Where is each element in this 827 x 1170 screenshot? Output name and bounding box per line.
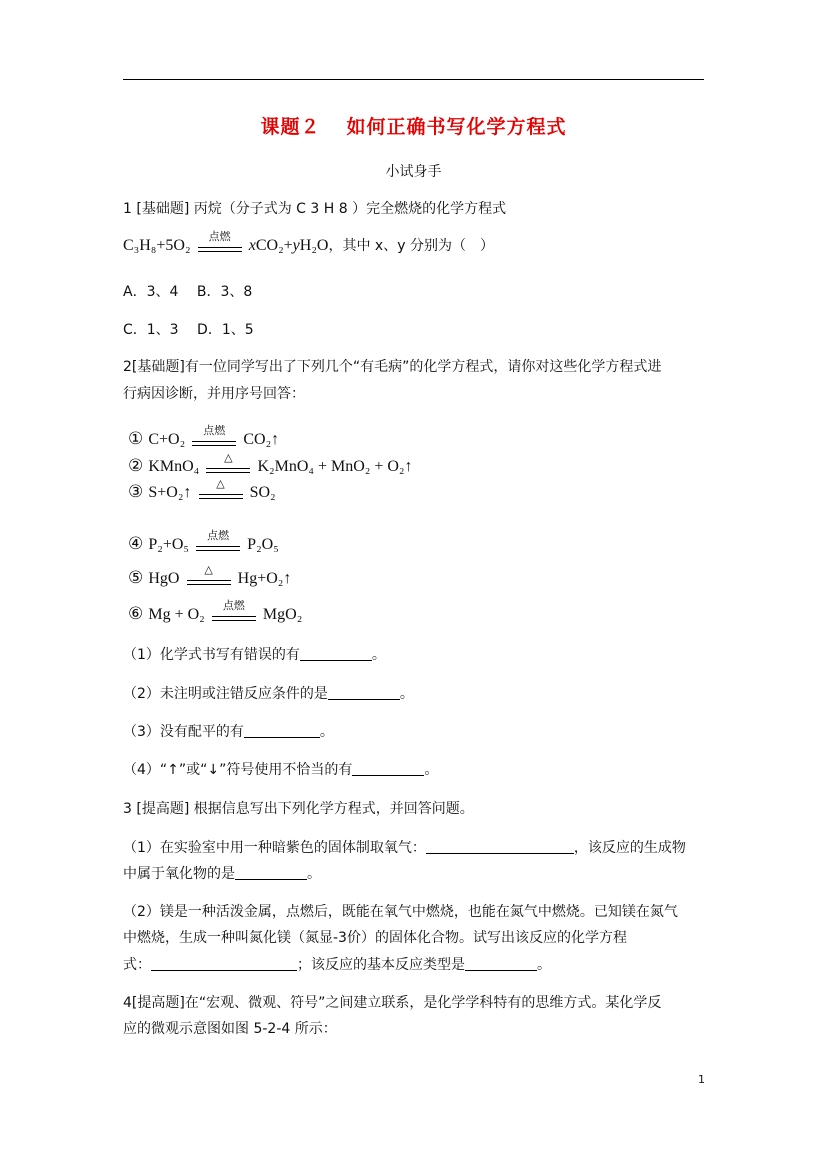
page-number: 1: [698, 1073, 705, 1086]
q3-p2-line2: 中燃烧，生成一种叫氮化镁（氮显-3价）的固体化合物。试写出该反应的化学方程: [123, 930, 627, 946]
q2-equation-2: ② KMnO₄ △ K₂MnO₄ + MnO₂ + O₂↑: [128, 450, 413, 476]
answer-blank[interactable]: [300, 646, 372, 661]
answer-blank[interactable]: [235, 865, 307, 880]
q2-sub2: （2）未注明或注错反应条件的是 。: [123, 686, 414, 702]
q1-text: 1 [基础题] 丙烷（分子式为 C 3 H 8 ）完全燃烧的化学方程式: [123, 201, 507, 217]
q3-text: 3 [提高题] 根据信息写出下列化学方程式，并回答问题。: [123, 801, 474, 817]
q2-sub4: （4）“↑”或“↓”符号使用不恰当的有 。: [123, 762, 439, 778]
q2-equation-1: ① C+O₂ 点燃 CO₂↑: [128, 423, 280, 449]
q3-p2-line1: （2）镁是一种活泼金属，点燃后，既能在氧气中燃烧，也能在氮气中燃烧。已知镁在氮气: [123, 904, 678, 920]
q1-suffix: ，其中 x、y 分别为（ ）: [328, 238, 494, 254]
header-rule: [123, 79, 704, 80]
q1-eq-x: x: [248, 237, 256, 254]
q2-equation-3: ③ S+O₂↑ △ SO₂: [128, 476, 276, 502]
section-subtitle: 小试身手: [385, 164, 442, 180]
q1-eq-h2o: H₂O: [299, 237, 329, 254]
q1-equation: [123, 229, 494, 257]
q1-options-row1: A．3、4 B．3、8: [123, 284, 253, 300]
answer-blank[interactable]: [244, 723, 320, 738]
q2-equation-5: ⑤ HgO △ Hg+O₂↑: [128, 562, 292, 588]
q2-text-line2: 行病因诊断，并用序号回答：: [123, 386, 305, 402]
q1-options-row2: C．1、3 D．1、5: [123, 322, 254, 338]
title-main: 如何正确书写化学方程式: [346, 116, 567, 138]
q1-eq-y: y: [292, 237, 300, 254]
q4-line2: 应的微观示意图如图 5-2-4 所示：: [123, 1021, 337, 1037]
q4-line1: 4[提高题]在“宏观、微观、符号”之间建立联系，是化学学科特有的思维方式。某化学反: [123, 995, 662, 1011]
answer-blank[interactable]: [465, 956, 537, 971]
title-prefix: 课题２: [260, 116, 321, 138]
reaction-condition: 点燃: [198, 235, 242, 257]
q1-eq-left: C₃H₈+5O₂: [123, 237, 191, 254]
q3-p2-line3: 式： ；该反应的基本反应类型是 。: [123, 957, 551, 973]
q2-sub1: （1）化学式书写有错误的有 。: [123, 647, 386, 663]
answer-blank[interactable]: [426, 839, 574, 854]
q2-equation-4: ④ P₂+O₅ 点燃 P₂O₅: [128, 528, 279, 554]
q2-equation-6: ⑥ Mg + O₂ 点燃 MgO₂: [128, 598, 303, 624]
page-title: [0, 112, 827, 139]
answer-blank[interactable]: [352, 761, 424, 776]
q2-text-line1: 2[基础题]有一位同学写出了下列几个“有毛病”的化学方程式，请你对这些化学方程式进: [123, 359, 662, 375]
answer-blank[interactable]: [151, 956, 297, 971]
q3-p1-line2: 中属于氧化物的是 。: [123, 866, 321, 882]
q2-sub3: （3）没有配平的有 。: [123, 724, 334, 740]
q1-eq-co2: CO₂+: [255, 237, 293, 254]
answer-blank[interactable]: [328, 685, 400, 700]
q3-p1-line1: （1）在实验室中用一种暗紫色的固体制取氧气： ，该反应的生成物: [123, 840, 686, 856]
